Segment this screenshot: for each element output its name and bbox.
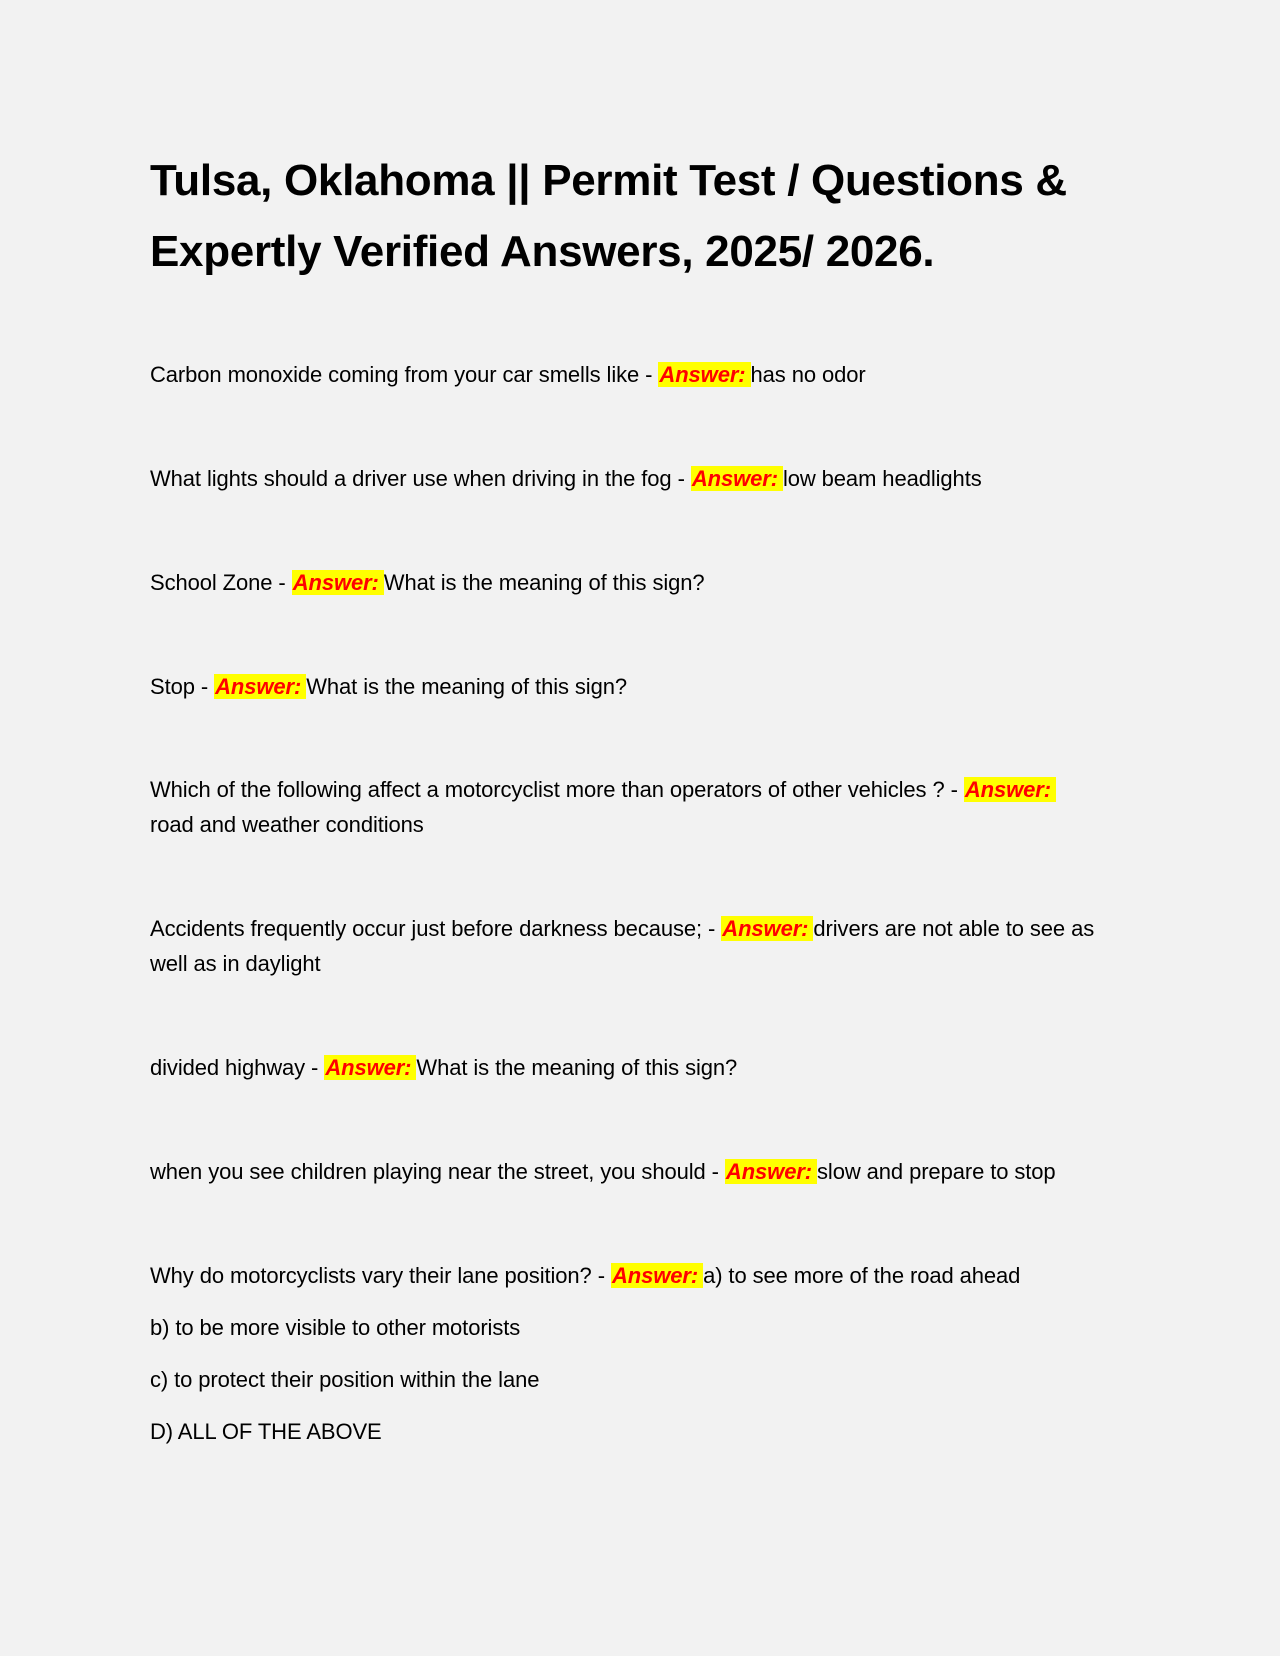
question-text: Which of the following affect a motorcyclist more than operators of other vehicles ? - — [150, 777, 958, 802]
qa-item-1 — [150, 357, 1130, 392]
question-text: Why do motorcyclists vary their lane position? - — [150, 1263, 605, 1288]
answer-label: Answer: — [658, 362, 750, 387]
answer-option-d: D) ALL OF THE ABOVE — [150, 1419, 382, 1444]
answer-option-c: c) to protect their position within the lane — [150, 1367, 540, 1392]
answer-text: What is the meaning of this sign? — [306, 674, 627, 699]
answer-text: drivers are not able to see as well as in daylight — [150, 916, 1095, 976]
question-text: School Zone - — [150, 570, 286, 595]
answer-label: Answer: — [324, 1055, 416, 1080]
qa-item-5 — [150, 772, 1130, 842]
answer-text: road and weather conditions — [150, 812, 424, 837]
answer-label: Answer: — [725, 1159, 817, 1184]
document-title: Tulsa, Oklahoma || Permit Test / Questions & Expertly Verified Answers, 2025/ 2026. — [150, 156, 1067, 276]
answer-text: What is the meaning of this sign? — [416, 1055, 738, 1080]
question-text: divided highway - — [150, 1055, 319, 1080]
answer-text: has no odor — [750, 362, 866, 387]
answer-label: Answer: — [611, 1263, 703, 1288]
answer-label: Answer: — [691, 466, 783, 491]
answer-text: slow and prepare to stop — [817, 1159, 1056, 1184]
qa-item-9 — [150, 1258, 1130, 1293]
answer-label: Answer: — [292, 570, 384, 595]
question-text: Accidents frequently occur just before darkness because; - — [150, 916, 716, 941]
answer-label: Answer: — [721, 916, 813, 941]
qa-item-3 — [150, 565, 1130, 600]
question-text: when you see children playing near the street, you should - — [150, 1159, 719, 1184]
answer-label: Answer: — [964, 777, 1056, 802]
answer-option-b: b) to be more visible to other motorists — [150, 1315, 521, 1340]
question-text: Stop - — [150, 674, 209, 699]
qa-item-2 — [150, 461, 1130, 496]
answer-text: a) to see more of the road ahead — [703, 1263, 1021, 1288]
qa-item-4 — [150, 669, 1130, 704]
question-text: Carbon monoxide coming from your car smells like - — [150, 362, 653, 387]
question-text: What lights should a driver use when driving in the fog - — [150, 466, 685, 491]
qa-item-8 — [150, 1154, 1130, 1189]
answer-label: Answer: — [214, 674, 306, 699]
qa-item-7 — [150, 1050, 1130, 1085]
answer-text: What is the meaning of this sign? — [383, 570, 705, 595]
answer-text: low beam headlights — [782, 466, 982, 491]
qa-item-6 — [150, 911, 1130, 981]
